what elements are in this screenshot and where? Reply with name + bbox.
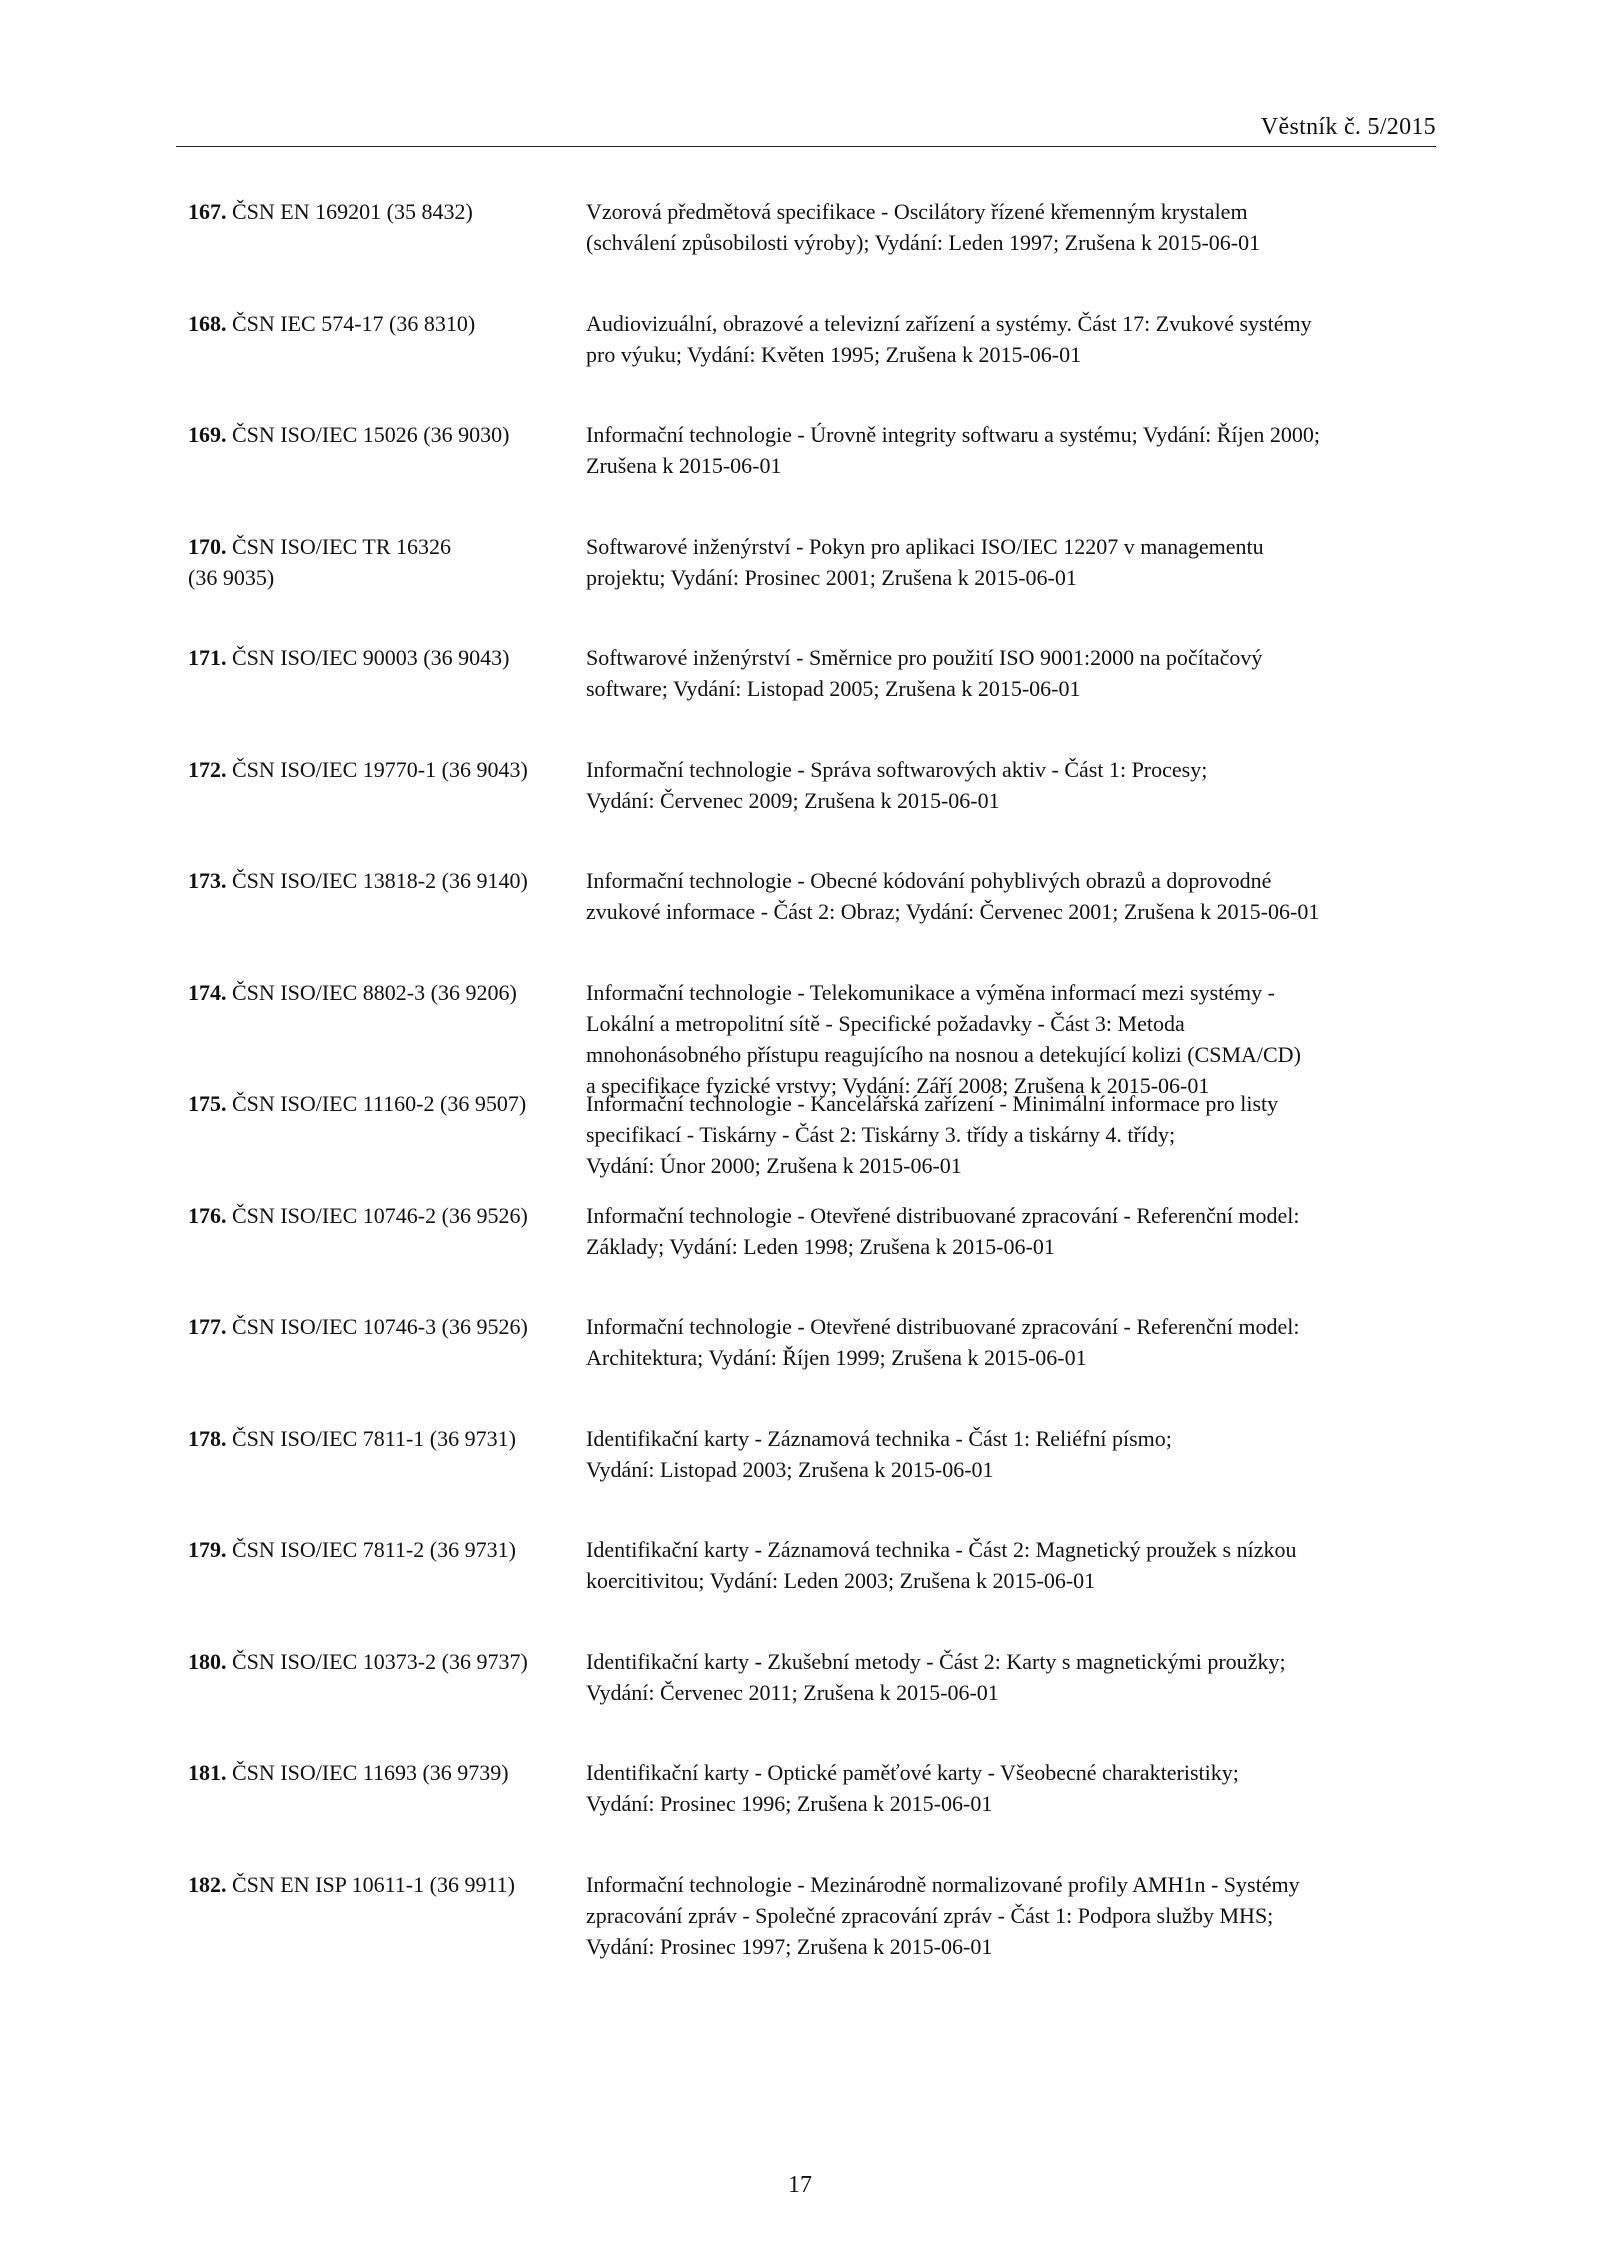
entry-number: 182. xyxy=(188,1871,227,1897)
standard-description xyxy=(586,754,1436,816)
standard-code: ČSN ISO/IEC 10746-2 (36 9526) xyxy=(232,1202,528,1228)
entry-number: 177. xyxy=(188,1314,227,1339)
list-item xyxy=(188,419,1438,531)
description-line: (schválení způsobilosti výroby); Vydání: Leden 1997; Zrušena k 2015-06-01 xyxy=(586,230,1261,255)
standard-designation xyxy=(188,531,588,593)
standard-designation xyxy=(188,308,588,339)
entry-number: 178. xyxy=(188,1425,227,1451)
description-line: Informační technologie - Úrovně integrity softwaru a systému; Vydání: Říjen 2000; xyxy=(586,422,1320,447)
description-line: koercitivitou; Vydání: Leden 2003; Zrušena k 2015-06-01 xyxy=(586,1568,1096,1593)
list-item xyxy=(188,1869,1438,1981)
entry-number: 172. xyxy=(188,756,227,782)
standard-code: ČSN ISO/IEC 11693 (36 9739) xyxy=(232,1760,509,1785)
page-number: 17 xyxy=(788,2172,812,2198)
standard-designation xyxy=(188,196,588,227)
standard-designation xyxy=(188,642,588,673)
standard-code: ČSN EN ISP 10611-1 (36 9911) xyxy=(232,1871,515,1897)
list-item xyxy=(188,531,1438,643)
description-line: Vydání: Prosinec 1997; Zrušena k 2015-06-01 xyxy=(586,1933,993,1959)
standard-description xyxy=(586,419,1436,481)
standard-description xyxy=(586,1757,1436,1819)
standard-description xyxy=(586,1311,1436,1373)
description-line: software; Vydání: Listopad 2005; Zrušena k 2015-06-01 xyxy=(586,676,1081,701)
standard-code: ČSN ISO/IEC 10746-3 (36 9526) xyxy=(232,1314,528,1339)
page-header xyxy=(176,108,1436,147)
standard-code: ČSN ISO/IEC 90003 (36 9043) xyxy=(232,645,510,670)
description-line: projektu; Vydání: Prosinec 2001; Zrušena k 2015-06-01 xyxy=(586,564,1077,590)
standard-description xyxy=(586,865,1436,927)
description-line: specifikací - Tiskárny - Část 2: Tiskárny 3. třídy a tiskárny 4. třídy; xyxy=(586,1122,1176,1147)
standard-designation xyxy=(188,1646,588,1677)
standard-code: ČSN EN 169201 (35 8432) xyxy=(232,199,473,224)
standard-designation xyxy=(188,1534,588,1565)
list-item xyxy=(188,865,1438,977)
standard-code: ČSN ISO/IEC 19770-1 (36 9043) xyxy=(232,756,528,782)
entry-number: 168. xyxy=(188,310,227,336)
standard-code: ČSN ISO/IEC 10373-2 (36 9737) xyxy=(232,1648,528,1674)
description-line: Vydání: Červenec 2009; Zrušena k 2015-06-01 xyxy=(586,787,1000,813)
list-item xyxy=(188,1311,1438,1423)
description-line: Identifikační karty - Záznamová technika - Část 2: Magnetický proužek s nízkou xyxy=(586,1537,1297,1562)
standard-designation xyxy=(188,1869,588,1900)
standard-code: ČSN ISO/IEC TR 16326 (36 9035) xyxy=(188,533,452,590)
entry-number: 167. xyxy=(188,199,227,224)
entry-number: 180. xyxy=(188,1648,227,1674)
description-line: Audiovizuální, obrazové a televizní zařízení a systémy. Část 17: Zvukové systémy xyxy=(586,310,1312,336)
description-line: Vydání: Únor 2000; Zrušena k 2015-06-01 xyxy=(586,1153,962,1178)
list-item xyxy=(188,1534,1438,1646)
standard-description xyxy=(586,196,1436,258)
entry-number: 173. xyxy=(188,868,227,893)
list-item xyxy=(188,1088,1438,1200)
list-item xyxy=(188,1423,1438,1535)
description-line: Informační technologie - Mezinárodně normalizované profily AMH1n - Systémy xyxy=(586,1871,1300,1897)
standard-designation xyxy=(188,865,588,896)
description-line: Informační technologie - Správa softwarových aktiv - Část 1: Procesy; xyxy=(586,756,1208,782)
standard-designation xyxy=(188,1757,588,1788)
standard-designation xyxy=(188,1088,588,1119)
description-line: Základy; Vydání: Leden 1998; Zrušena k 2015-06-01 xyxy=(586,1233,1055,1259)
description-line: Zrušena k 2015-06-01 xyxy=(586,453,782,478)
description-line: Vydání: Červenec 2011; Zrušena k 2015-06-01 xyxy=(586,1679,999,1705)
standard-designation xyxy=(188,419,588,450)
standard-description xyxy=(586,1646,1436,1708)
entry-number: 169. xyxy=(188,422,227,447)
entry-number: 181. xyxy=(188,1760,227,1785)
description-line: zpracování zpráv - Společné zpracování zpráv - Část 1: Podpora služby MHS; xyxy=(586,1902,1274,1928)
entry-number: 174. xyxy=(188,979,227,1005)
list-item xyxy=(188,1646,1438,1758)
description-line: pro výuku; Vydání: Květen 1995; Zrušena k 2015-06-01 xyxy=(586,341,1082,367)
description-line: Lokální a metropolitní sítě - Specifické požadavky - Část 3: Metoda xyxy=(586,1010,1185,1036)
standard-code: ČSN ISO/IEC 15026 (36 9030) xyxy=(232,422,510,447)
standard-designation xyxy=(188,1423,588,1454)
standard-description xyxy=(586,977,1436,1101)
list-item xyxy=(188,977,1438,1098)
description-line: Softwarové inženýrství - Pokyn pro aplikaci ISO/IEC 12207 v managementu xyxy=(586,533,1264,559)
standard-description xyxy=(586,1534,1436,1596)
entry-number: 171. xyxy=(188,645,227,670)
list-item xyxy=(188,196,1438,308)
standard-designation xyxy=(188,977,588,1008)
entry-number: 176. xyxy=(188,1202,227,1228)
entry-number: 170. xyxy=(188,533,227,559)
standard-description xyxy=(586,1088,1436,1181)
standard-designation xyxy=(188,1200,588,1231)
standard-code: ČSN ISO/IEC 7811-2 (36 9731) xyxy=(232,1537,516,1562)
list-item xyxy=(188,1757,1438,1869)
standard-description xyxy=(586,1423,1436,1485)
list-item xyxy=(188,1200,1438,1312)
standard-code: ČSN ISO/IEC 7811-1 (36 9731) xyxy=(232,1425,516,1451)
description-line: Identifikační karty - Zkušební metody - Část 2: Karty s magnetickými proužky; xyxy=(586,1648,1286,1674)
standard-description xyxy=(586,1200,1436,1262)
description-line: Vydání: Listopad 2003; Zrušena k 2015-06-01 xyxy=(586,1456,994,1482)
list-item xyxy=(188,642,1438,754)
list-item xyxy=(188,754,1438,866)
standard-designation xyxy=(188,754,588,785)
entry-number: 175. xyxy=(188,1091,227,1116)
entry-number: 179. xyxy=(188,1537,227,1562)
list-item xyxy=(188,308,1438,420)
description-line: Informační technologie - Telekomunikace a výměna informací mezi systémy - xyxy=(586,979,1275,1005)
description-line: Informační technologie - Kancelářská zařízení - Minimální informace pro listy xyxy=(586,1091,1279,1116)
description-line: Softwarové inženýrství - Směrnice pro použití ISO 9001:2000 na počítačový xyxy=(586,645,1263,670)
standard-description xyxy=(586,308,1436,370)
standard-code: ČSN ISO/IEC 13818-2 (36 9140) xyxy=(232,868,528,893)
description-line: mnohonásobného přístupu reagujícího na nosnou a detekující kolizi (CSMA/CD) xyxy=(586,1041,1301,1067)
standard-designation xyxy=(188,1311,588,1342)
standard-code: ČSN IEC 574-17 (36 8310) xyxy=(232,310,476,336)
description-line: Architektura; Vydání: Říjen 1999; Zrušena k 2015-06-01 xyxy=(586,1345,1087,1370)
description-line: Informační technologie - Obecné kódování pohyblivých obrazů a doprovodné xyxy=(586,868,1272,893)
standard-description xyxy=(586,531,1436,593)
standard-description xyxy=(586,642,1436,704)
standards-list xyxy=(188,196,1438,1980)
description-line: zvukové informace - Část 2: Obraz; Vydání: Červenec 2001; Zrušena k 2015-06-01 xyxy=(586,899,1320,924)
standard-description xyxy=(586,1869,1436,1962)
standard-code: ČSN ISO/IEC 11160-2 (36 9507) xyxy=(232,1091,527,1116)
journal-title: Věstník č. 5/2015 xyxy=(1260,114,1436,140)
description-line: Informační technologie - Otevřené distribuované zpracování - Referenční model: xyxy=(586,1202,1300,1228)
description-line: Identifikační karty - Záznamová technika - Část 1: Reliéfní písmo; xyxy=(586,1425,1172,1451)
description-line: Vzorová předmětová specifikace - Oscilátory řízené křemenným krystalem xyxy=(586,199,1248,224)
description-line: Informační technologie - Otevřené distribuované zpracování - Referenční model: xyxy=(586,1314,1300,1339)
standard-code: ČSN ISO/IEC 8802-3 (36 9206) xyxy=(232,979,517,1005)
description-line: Identifikační karty - Optické paměťové karty - Všeobecné charakteristiky; xyxy=(586,1760,1239,1785)
description-line: a specifikace fyzické vrstvy; Vydání: Září 2008; Zrušena k 2015-06-01 xyxy=(586,1072,1210,1098)
description-line: Vydání: Prosinec 1996; Zrušena k 2015-06-01 xyxy=(586,1791,993,1816)
